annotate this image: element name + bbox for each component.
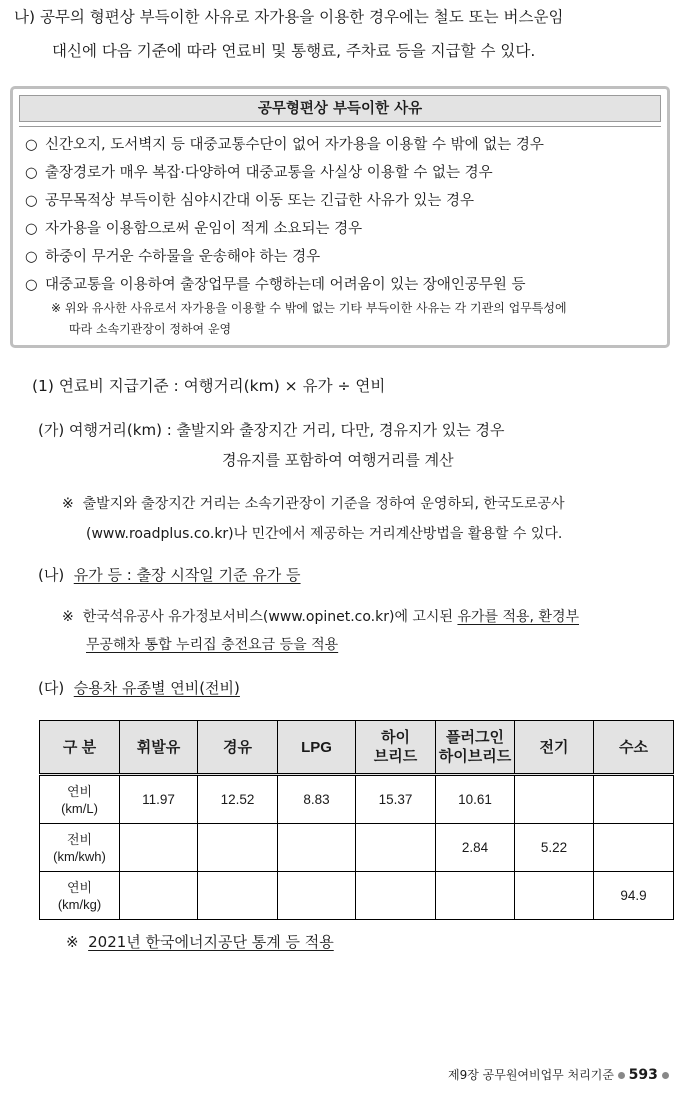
table-cell: 11.97 <box>120 775 198 824</box>
page-footer <box>448 1067 669 1083</box>
sub-da-title: 승용차 유종별 연비(전비) <box>73 679 240 697</box>
table-cell: 15.37 <box>356 775 436 824</box>
table-cell <box>278 872 356 920</box>
reason-item: ○ 대중교통을 이용하여 출장업무를 수행하는데 어려움이 있는 장애인공무원 등 <box>25 277 526 293</box>
table-cell: 10.61 <box>436 775 515 824</box>
reason-item: ○ 하중이 무거운 수하물을 운송해야 하는 경우 <box>25 249 321 265</box>
table-cell: 8.83 <box>278 775 356 824</box>
circle-bullet-icon: ○ <box>25 249 38 265</box>
chapter-label: 제9장 공무원여비업무 처리기준 <box>448 1068 614 1082</box>
row-header: 연비 (km/L) <box>40 775 120 824</box>
table-row <box>40 775 674 824</box>
section1-title: (1) 연료비 지급기준 : 여행거리(km) × 유가 ÷ 연비 <box>32 377 386 395</box>
row-header: 전비 (km/kwh) <box>40 824 120 872</box>
note-mark: ※ <box>62 609 74 625</box>
note-mark: ※ <box>51 301 62 315</box>
reasons-box-title: 공무형편상 부득이한 사유 <box>19 95 661 122</box>
col-header: 휘발유 <box>120 721 198 775</box>
table-cell <box>515 872 594 920</box>
sub-na-note-line1: ※ 한국석유공사 유가정보서비스(www.opinet.co.kr)에 고시된 유가를 적용, 환경부 <box>62 609 579 625</box>
circle-bullet-icon: ○ <box>25 137 38 153</box>
table-cell <box>515 775 594 824</box>
col-header: 수소 <box>594 721 674 775</box>
table-cell <box>278 824 356 872</box>
sub-ga-note-line2: (www.roadplus.co.kr)나 민간에서 제공하는 거리계산방법을 활용할 수 있다. <box>86 526 563 542</box>
circle-bullet-icon: ○ <box>25 193 38 209</box>
table-row <box>40 872 674 920</box>
page-number: 593 <box>628 1067 658 1083</box>
sub-da-label: (다) <box>38 679 65 697</box>
col-header: 플러그인 하이브리드 <box>436 721 515 775</box>
table-cell <box>120 824 198 872</box>
table-cell: 2.84 <box>436 824 515 872</box>
sub-ga-line1: (가) 여행거리(km) : 출발지와 출장지간 거리, 다만, 경유지가 있는 경우 <box>38 421 505 439</box>
dot-separator-icon <box>618 1072 625 1079</box>
table-cell: 5.22 <box>515 824 594 872</box>
header-item-line1: 나) 공무의 형편상 부득이한 사유로 자가용을 이용한 경우에는 철도 또는 버스운임 <box>14 8 564 26</box>
sub-na-heading <box>38 564 301 586</box>
sub-da-heading <box>38 677 240 699</box>
table-cell <box>198 872 278 920</box>
sub-ga-note-line1: ※ 출발지와 출장지간 거리는 소속기관장이 기준을 정하여 운영하되, 한국도로공사 <box>62 496 565 512</box>
sub-na-note-line2: 무공해차 통합 누리집 충전요금 등을 적용 <box>86 637 339 653</box>
col-header: 구 분 <box>40 721 120 775</box>
col-header: 경유 <box>198 721 278 775</box>
reasons-note-line2: 따라 소속기관장이 정하여 운영 <box>69 322 232 336</box>
reason-item: ○ 공무목적상 부득이한 심야시간대 이동 또는 긴급한 사유가 있는 경우 <box>25 193 475 209</box>
sub-ga-line2: 경유지를 포함하여 여행거리를 계산 <box>222 451 454 469</box>
note-mark: ※ <box>66 933 79 951</box>
table-cell <box>356 824 436 872</box>
row-header: 연비 (km/kg) <box>40 872 120 920</box>
note-mark: ※ <box>62 496 74 512</box>
table-cell <box>594 824 674 872</box>
table-header-row <box>40 721 674 775</box>
reasons-box <box>10 86 670 348</box>
header-item-line2: 대신에 다음 기준에 따라 연료비 및 통행료, 주차료 등을 지급할 수 있다. <box>52 42 536 60</box>
table-note: ※ 2021년 한국에너지공단 통계 등 적용 <box>66 933 334 951</box>
table-cell <box>356 872 436 920</box>
table-cell <box>594 775 674 824</box>
circle-bullet-icon: ○ <box>25 221 38 237</box>
fuel-efficiency-table <box>39 720 674 920</box>
table-cell <box>198 824 278 872</box>
table-row <box>40 824 674 872</box>
reason-item: ○ 자가용을 이용함으로써 운임이 적게 소요되는 경우 <box>25 221 363 237</box>
circle-bullet-icon: ○ <box>25 165 38 181</box>
reasons-box-divider <box>19 126 661 127</box>
circle-bullet-icon: ○ <box>25 277 38 293</box>
table-cell <box>436 872 515 920</box>
sub-na-label: (나) <box>38 566 65 584</box>
reason-item: ○ 출장경로가 매우 복잡·다양하여 대중교통을 사실상 이용할 수 없는 경우 <box>25 165 493 181</box>
col-header: 하이 브리드 <box>356 721 436 775</box>
reasons-note-line1: ※ 위와 유사한 사유로서 자가용을 이용할 수 밖에 없는 기타 부득이한 사유는 각 기관의 업무특성에 <box>51 301 567 315</box>
reason-item: ○ 신간오지, 도서벽지 등 대중교통수단이 없어 자가용을 이용할 수 밖에 없는 경우 <box>25 137 544 153</box>
table-cell: 94.9 <box>594 872 674 920</box>
table-cell <box>120 872 198 920</box>
col-header: 전기 <box>515 721 594 775</box>
sub-na-title: 유가 등 : 출장 시작일 기준 유가 등 <box>73 566 301 584</box>
table-cell: 12.52 <box>198 775 278 824</box>
col-header: LPG <box>278 721 356 775</box>
dot-separator-icon <box>662 1072 669 1079</box>
